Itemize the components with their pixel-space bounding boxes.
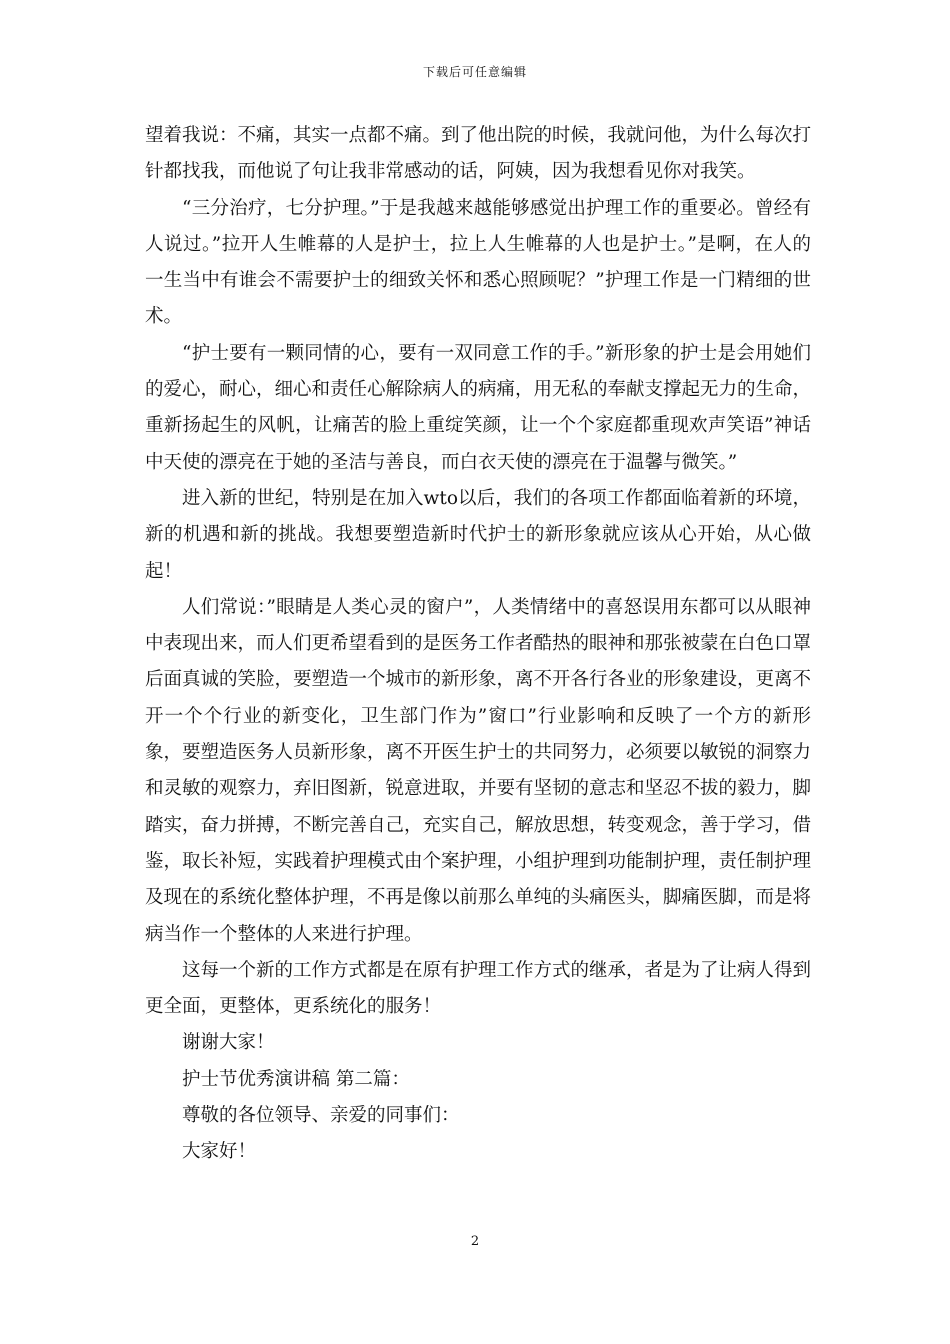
document-body [145, 118, 811, 1171]
paragraph: 进入新的世纪，特别是在加入wto以后，我们的各项工作都面临着新的环境，新的机遇和新的挑战。我想要塑造新时代护士的新形象就应该从心开始，从心做起！ [145, 487, 811, 582]
paragraph: “三分治疗，七分护理。”于是我越来越能够感觉出护理工作的重要必。曾经有人说过。”拉开人生帷幕的人是护士，拉上人生帷幕的人也是护士。”是啊，在人的一生当中有谁会不需要护士的细致关怀和悉心照顾呢？”护理工作是一门精细的世术。 [145, 197, 811, 328]
section-heading: 护士节优秀演讲稿 第二篇： [182, 1068, 410, 1090]
paragraph: 人们常说：”眼睛是人类心灵的窗户”，人类情绪中的喜怒误用东都可以从眼神中表现出来，而人们更希望看到的是医务工作者酷热的眼神和那张被蒙在白色口罩后面真诚的笑脸，要塑造一个城市的新形象，离不开各行各业的形象建设，更离不开一个个行业的新变化，卫生部门作为”窗口”行业影响和反映了一个方的新形象，要塑造医务人员新形象，离不开医生护士的共同努力，必须要以敏锐的洞察力和灵敏的观察力，弃旧图新，锐意进取，并要有坚韧的意志和坚忍不拔的毅力，脚踏实，奋力拼搏，不断完善自己，充实自己，解放思想，转变观念，善于学习，借鉴，取长补短，实践着护理模式由个案护理，小组护理到功能制护理，责任制护理及现在的系统化整体护理，不再是像以前那么单纯的头痛医头，脚痛医脚，而是将病当作一个整体的人来进行护理。 [145, 596, 812, 945]
paragraph-continued: 望着我说：不痛，其实一点都不痛。到了他出院的时候，我就问他，为什么每次打针都找我，而他说了句让我非常感动的话，阿姨，因为我想看见你对我笑。 [145, 125, 812, 183]
paragraph: 谢谢大家！ [182, 1032, 275, 1054]
page-header: 下载后可任意编辑 [422, 65, 527, 79]
paragraph: “护士要有一颗同情的心，要有一双同意工作的手。”新形象的护士是会用她们的爱心，耐心，细心和责任心解除病人的病痛，用无私的奉献支撑起无力的生命，重新扬起生的风帆，让痛苦的脸上重绽笑颜，让一个个家庭都重现欢声笑语”神话中天使的漂亮在于她的圣洁与善良，而白衣天使的漂亮在于温馨与微笑。” [145, 342, 812, 473]
salutation: 尊敬的各位领导、亲爱的同事们： [182, 1105, 460, 1127]
page-number: 2 [470, 1234, 480, 1249]
paragraph: 这每一个新的工作方式都是在原有护理工作方式的继承，者是为了让病人得到更全面，更整体，更系统化的服务！ [145, 959, 812, 1018]
greeting: 大家好！ [182, 1141, 257, 1163]
